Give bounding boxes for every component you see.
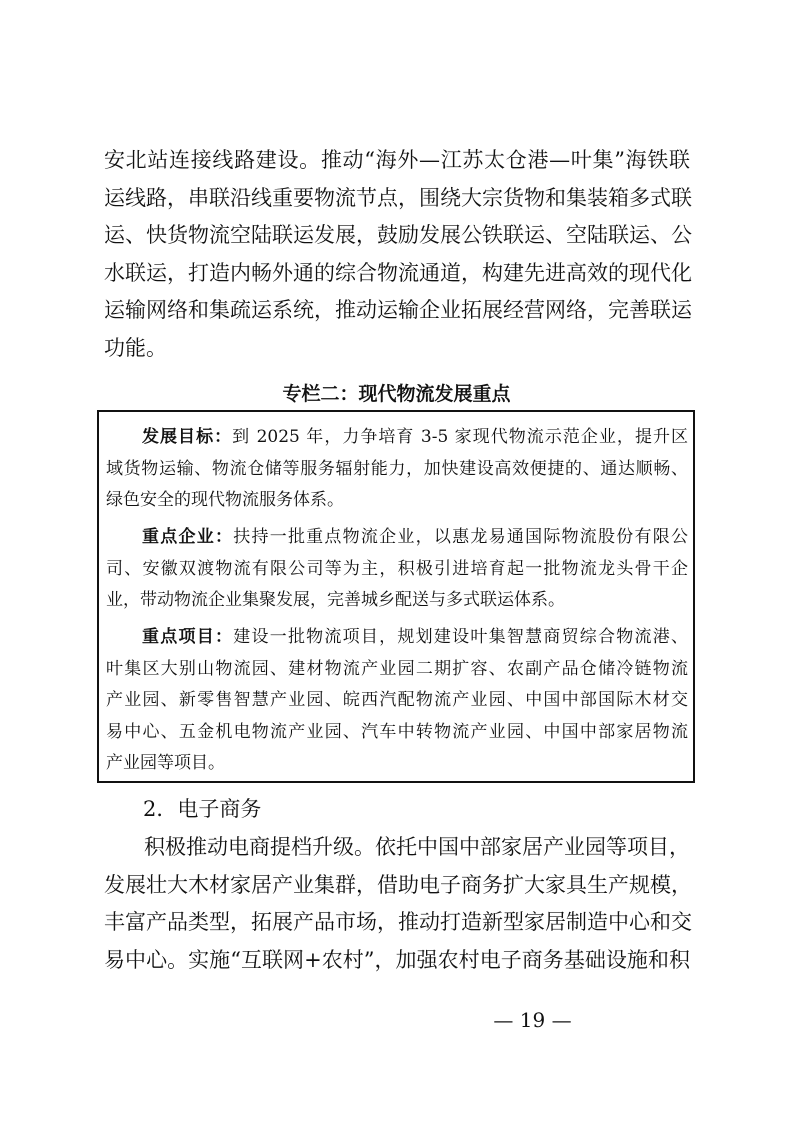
text-line: 运线路，串联沿线重要物流节点，围绕大宗货物和集装箱多式联 [104, 185, 692, 210]
goal-label: 发展目标： [142, 427, 233, 447]
text-line: 运输网络和集疏运系统，推动运输企业拓展经营网络，完善联运 [104, 298, 692, 323]
text-line [106, 422, 688, 454]
box-section-projects [106, 622, 688, 780]
text-line: 产业园、新零售智慧产业园、皖西汽配物流产业园、中国中部国际木材交 [106, 690, 688, 710]
logistics-focus-box [97, 410, 695, 783]
text-line: 积极推动电商提档升级。依托中国中部家居产业园等项目， [144, 835, 690, 859]
text-line: 安北站连接线路建设。推动“海外—江苏太仓港—叶集”海铁联 [104, 148, 690, 172]
text-line [106, 522, 688, 554]
enterprises-text: 扶持一批重点物流企业，以惠龙易通国际物流股份有限公 [233, 527, 689, 547]
box-section-goal [106, 422, 688, 517]
projects-text: 建设一批物流项目，规划建设叶集智慧商贸综合物流港、 [233, 627, 689, 647]
text-line: 易中心、五金机电物流产业园、汽车中转物流产业园、中国中部家居物流 [106, 721, 688, 742]
page-number: — 19 — [493, 1008, 572, 1032]
text-line: 发展壮大木材家居产业集群，借助电子商务扩大家具生产规模， [104, 872, 692, 897]
text-line: 叶集区大别山物流园、建材物流产业园二期扩容、农副产品仓储冷链物流 [106, 658, 688, 679]
text-line: 运、快货物流空陆联运发展，鼓励发展公铁联运、空陆联运、公 [104, 223, 692, 248]
text-line: 功能。 [104, 335, 167, 360]
text-line [106, 622, 688, 654]
text-line: 丰富产品类型，拓展产品市场，推动打造新型家居制造中心和交 [104, 910, 692, 935]
goal-text: 到 2025 年，力争培育 3-5 家现代物流示范企业，提升区 [232, 427, 688, 447]
text-line: 产业园等项目。 [106, 753, 225, 773]
text-line: 域货物运输、物流仓储等服务辐射能力，加快建设高效便捷的、通达顺畅、 [106, 458, 688, 479]
box-section-enterprises [106, 522, 688, 617]
enterprises-label: 重点企业： [142, 527, 234, 547]
paragraph-logistics-network [104, 142, 690, 368]
box-title: 专栏二：现代物流发展重点 [282, 383, 511, 405]
projects-label: 重点项目： [142, 627, 234, 647]
paragraph-ecommerce [104, 829, 690, 979]
section-heading-ecommerce: 2．电子商务 [143, 797, 262, 821]
text-line: 司、安徽双渡物流有限公司等为主，积极引进培育起一批物流龙头骨干企 [106, 558, 688, 579]
text-line: 水联运，打造内畅外通的综合物流通道，构建先进高效的现代化 [104, 260, 692, 285]
text-line: 业，带动物流企业集聚发展，完善城乡配送与多式联运体系。 [106, 590, 565, 610]
text-line: 易中心。实施“互联网+农村”，加强农村电子商务基础设施和积 [104, 947, 690, 972]
text-line: 绿色安全的现代物流服务体系。 [106, 490, 344, 510]
